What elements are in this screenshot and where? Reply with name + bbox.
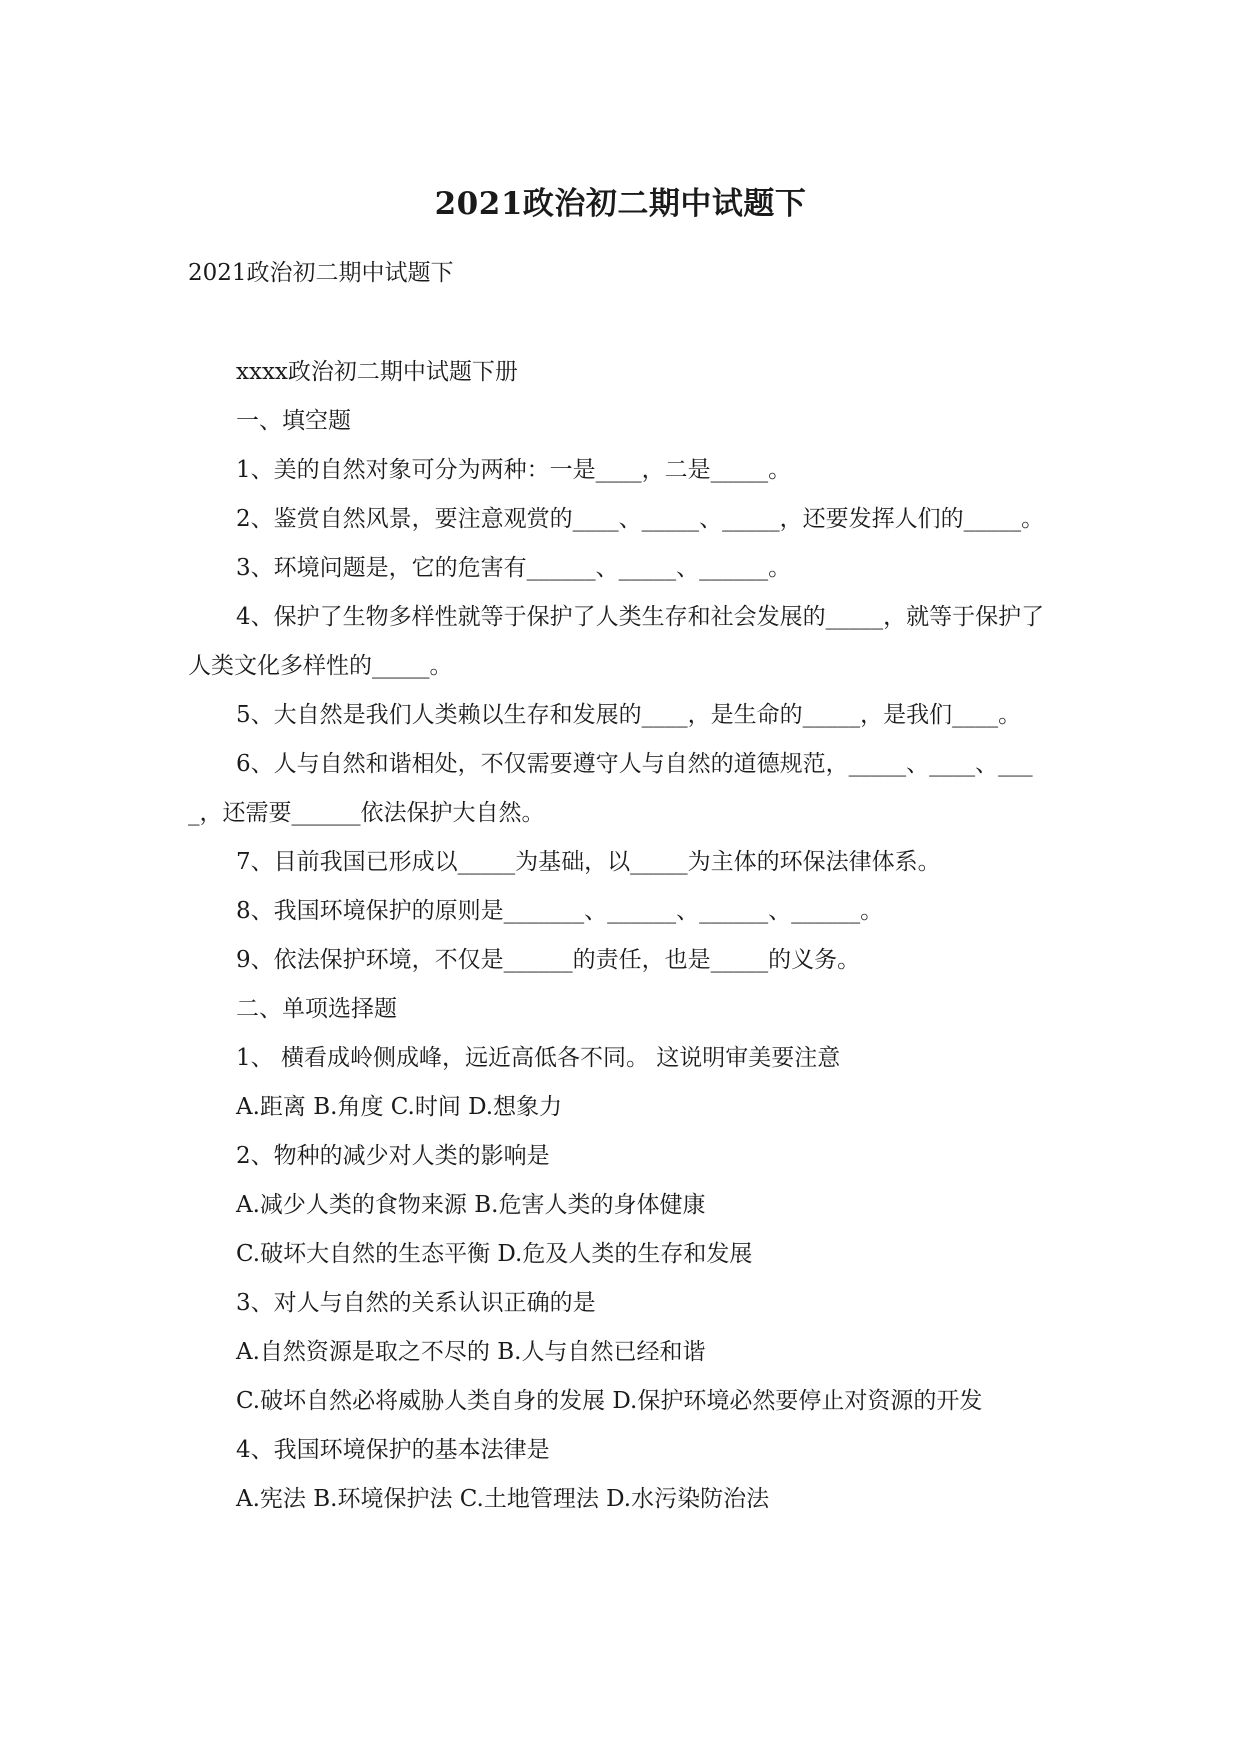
question-paragraph: 1、 横看成岭侧成峰，远近高低各不同。 这说明审美要注意 <box>236 1045 841 1071</box>
answer-options: A.宪法 B.环境保护法 C.土地管理法 D.水污染防治法 <box>236 1486 770 1512</box>
question-paragraph: 7、目前我国已形成以_____为基础，以_____为主体的环保法律体系。 <box>236 849 941 875</box>
question-paragraph: 2、鉴赏自然风景，要注意观赏的____、_____、_____，还要发挥人们的_____。 <box>236 506 1045 532</box>
question-paragraph: 1、美的自然对象可分为两种：一是____，二是_____。 <box>236 457 792 483</box>
question-paragraph: 3、对人与自然的关系认识正确的是 <box>236 1290 596 1316</box>
question-paragraph: 3、环境问题是，它的危害有______、_____、______。 <box>236 555 792 581</box>
document-body <box>188 348 1060 1524</box>
answer-options: A.减少人类的食物来源 B.危害人类的身体健康 <box>236 1192 706 1218</box>
question-paragraph: 9、依法保护环境，不仅是______的责任，也是_____的义务。 <box>236 947 861 973</box>
question-paragraph: 2、物种的减少对人类的影响是 <box>236 1143 550 1169</box>
section-heading-single-choice: 二、单项选择题 <box>236 996 397 1022</box>
answer-options: C.破坏大自然的生态平衡 D.危及人类的生存和发展 <box>236 1241 753 1267</box>
section-heading-fill-blank: 一、填空题 <box>236 408 351 434</box>
paper-heading: xxxx政治初二期中试题下册 <box>236 359 518 385</box>
answer-options: A.自然资源是取之不尽的 B.人与自然已经和谐 <box>236 1339 706 1365</box>
question-paragraph: 8、我国环境保护的原则是_______、______、______、______。 <box>236 898 884 924</box>
question-paragraph: 4、保护了生物多样性就等于保护了人类生存和社会发展的_____，就等于保护了人类文化多样性的_____。 <box>188 604 1045 679</box>
document-subtitle: 2021政治初二期中试题下 <box>188 260 454 286</box>
answer-options: C.破坏自然必将威胁人类自身的发展 D.保护环境必然要停止对资源的开发 <box>236 1388 983 1414</box>
answer-options: A.距离 B.角度 C.时间 D.想象力 <box>236 1094 563 1120</box>
question-paragraph: 5、大自然是我们人类赖以生存和发展的____，是生命的_____，是我们____。 <box>236 702 1022 728</box>
document-title: 2021政治初二期中试题下 <box>434 186 807 222</box>
question-paragraph: 4、我国环境保护的基本法律是 <box>236 1437 550 1463</box>
question-paragraph: 6、人与自然和谐相处，不仅需要遵守人与自然的道德规范，_____、____、____，还需要______依法保护大自然。 <box>188 751 1033 826</box>
